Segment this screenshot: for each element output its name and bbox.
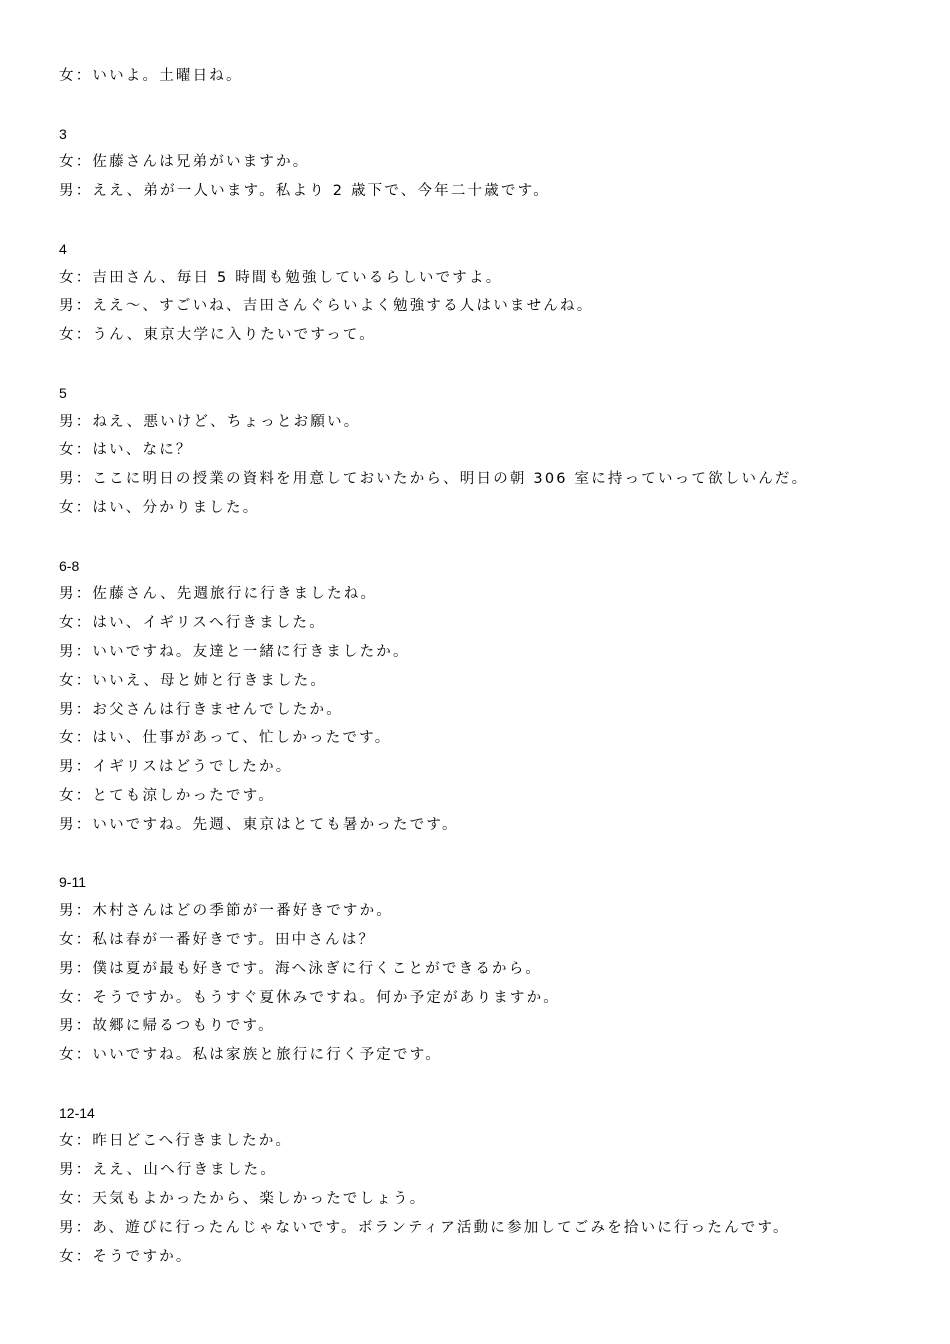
section-number: 9-11 <box>59 874 86 891</box>
dialogue-section <box>59 120 919 206</box>
section-gap <box>59 350 919 379</box>
dialogue-line: 男：ええ、弟が一人います。私より 2 歳下で、今年二十歳です。 <box>59 183 550 200</box>
section-number: 5 <box>59 384 67 401</box>
dialogue-line: 女：そうですか。もうすぐ夏休みですね。何か予定がありますか。 <box>59 989 560 1006</box>
dialogue-section <box>59 868 919 1070</box>
section-gap <box>59 206 919 235</box>
dialogue-line: 女：とても涼しかったです。 <box>59 787 275 804</box>
section-gap <box>59 840 919 869</box>
dialogue-line: 男：いいですね。友達と一緒に行きましたか。 <box>59 643 410 660</box>
dialogue-line: 女：はい、なに？ <box>59 442 193 459</box>
dialogue-line: 女：はい、分かりました。 <box>59 499 260 516</box>
dialogue-line: 女：はい、仕事があって、忙しかったです。 <box>59 730 392 747</box>
dialogue-line: 女：天気もよかったから、楽しかったでしょう。 <box>59 1191 427 1208</box>
dialogue-line: 男：お父さんは行きませんでしたか。 <box>59 701 343 718</box>
dialogue-line: 女：はい、イギリスへ行きました。 <box>59 615 326 632</box>
transcript-page <box>59 62 919 1271</box>
dialogue-line: 男：ここに明日の授業の資料を用意しておいたから、明日の朝 306 室に持っていって欲しいんだ。 <box>59 471 809 488</box>
dialogue-line: 女：私は春が一番好きです。田中さんは？ <box>59 931 376 948</box>
dialogue-line: 男：木村さんはどの季節が一番好きですか。 <box>59 903 393 920</box>
dialogue-line: 男：ええ、山へ行きました。 <box>59 1162 277 1179</box>
section-gap <box>59 523 919 552</box>
dialogue-line: 男：ねえ、悪いけど、ちょっとお願い。 <box>59 413 361 430</box>
section-number: 3 <box>59 125 67 142</box>
dialogue-line: 女：昨日どこへ行きましたか。 <box>59 1133 293 1150</box>
section-gap <box>59 91 919 120</box>
dialogue-line: 女：吉田さん、毎日 5 時間も勉強しているらしいですよ。 <box>59 269 503 286</box>
dialogue-line: 男：いいですね。先週、東京はとても暑かったです。 <box>59 816 459 833</box>
dialogue-line: 女：そうですか。 <box>59 1248 193 1265</box>
dialogue-line: 男：イギリスはどうでしたか。 <box>59 759 293 776</box>
dialogue-line: 女：いいよ。土曜日ね。 <box>59 68 243 84</box>
dialogue-section <box>59 1099 919 1272</box>
dialogue-line: 男：僕は夏が最も好きです。海へ泳ぎに行くことができるから。 <box>59 960 543 977</box>
dialogue-line: 男：ええ～、すごいね、吉田さんぐらいよく勉強する人はいませんね。 <box>59 298 594 315</box>
dialogue-line: 男：佐藤さん、先週旅行に行きましたね。 <box>59 586 378 603</box>
dialogue-line: 女：いいですね。私は家族と旅行に行く予定です。 <box>59 1047 442 1064</box>
dialogue-line: 女：いいえ、母と姉と行きました。 <box>59 672 328 689</box>
dialogue-section <box>59 379 919 523</box>
dialogue-section <box>59 62 919 91</box>
dialogue-line: 女：うん、東京大学に入りたいですって。 <box>59 327 377 344</box>
dialogue-line: 男：故郷に帰るつもりです。 <box>59 1018 275 1035</box>
dialogue-section <box>59 235 919 350</box>
section-number: 6-8 <box>59 557 80 574</box>
section-number: 12-14 <box>59 1104 95 1121</box>
dialogue-line: 男：あ、遊びに行ったんじゃないです。ボランティア活動に参加してごみを拾いに行ったんです。 <box>59 1219 790 1236</box>
dialogue-section <box>59 552 919 840</box>
section-number: 4 <box>59 240 67 257</box>
dialogue-line: 女：佐藤さんは兄弟がいますか。 <box>59 154 310 171</box>
section-gap <box>59 1070 919 1099</box>
